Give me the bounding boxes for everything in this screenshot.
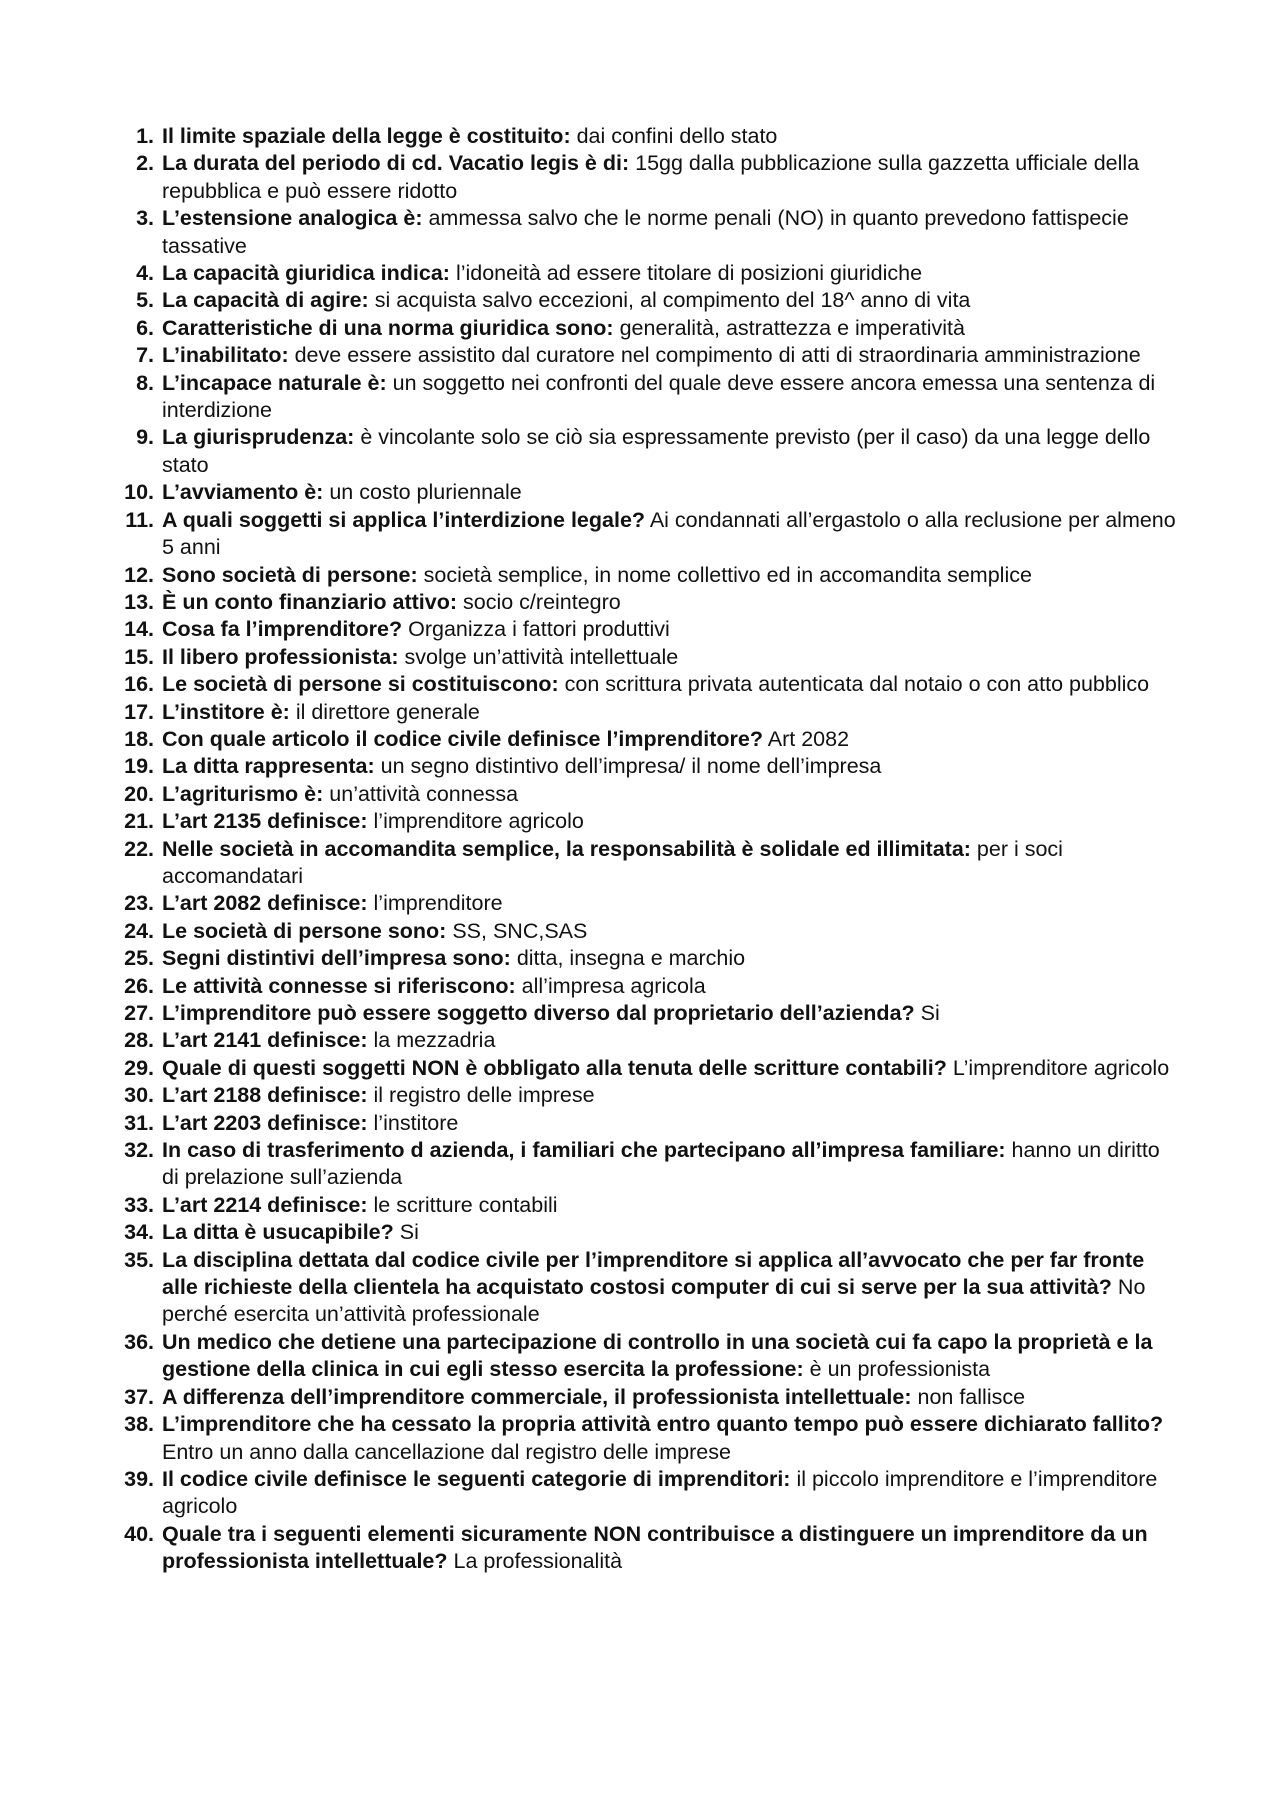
item-number: 30. [124,1083,154,1108]
qa-item [120,1521,1180,1576]
item-number: 26. [124,973,154,998]
item-number: 37. [124,1384,154,1409]
qa-item [120,562,1180,589]
answer-text: svolge un’attività intellettuale [404,644,679,669]
item-number: 12. [124,562,154,587]
answer-text: con scrittura privata autenticata dal notaio o con atto pubblico [564,672,1150,697]
qa-item [120,644,1180,671]
item-number: 4. [136,261,154,286]
answer-text: un segno distintivo dell’impresa/ il nome dell’impresa [380,754,882,779]
answer-text: L’imprenditore agricolo [952,1055,1170,1080]
answer-text: per i soci accomandatari [162,836,1063,888]
qa-item [120,973,1180,1000]
question-text: A differenza dell’imprenditore commerciale, il professionista intellettuale: [162,1384,912,1409]
item-number: 13. [124,589,154,614]
item-number: 29. [124,1055,154,1080]
answer-text: hanno un diritto di prelazione sull’azienda [162,1138,1160,1190]
question-text: La capacità giuridica indica: [162,261,450,286]
qa-item [120,753,1180,780]
question-text: Le società di persone sono: [162,918,447,943]
item-number: 20. [124,781,154,806]
item-number: 8. [136,370,154,395]
item-number: 22. [124,836,154,861]
item-number: 11. [125,507,154,532]
answer-text: il piccolo imprenditore e l’imprenditore agricolo [162,1466,1158,1519]
question-text: L’agriturismo è: [162,781,324,806]
answer-text: l’institore [373,1110,459,1135]
answer-text: un’attività connessa [329,781,519,806]
answer-text: un costo pluriennale [329,480,522,505]
question-text: L’art 2141 definisce: [162,1028,368,1053]
answer-text: 15gg dalla pubblicazione sulla gazzetta ufficiale della repubblica e può essere ridotto [162,151,1140,203]
question-text: È un conto finanziario attivo: [162,589,458,614]
answer-text: l’imprenditore [373,891,503,916]
question-text: L’art 2082 definisce: [162,891,368,916]
qa-item [120,1466,1180,1521]
item-number: 14. [124,617,154,642]
qa-item [120,726,1180,753]
item-number: 18. [124,726,154,751]
answer-text: le scritture contabili [373,1192,558,1217]
answer-text: Ai condannati all’ergastolo o alla reclusione per almeno 5 anni [162,507,1176,560]
item-number: 25. [124,946,154,971]
item-number: 15. [124,644,154,669]
item-number: 27. [124,1001,154,1025]
qa-item [120,424,1180,479]
question-text: Segni distintivi dell’impresa sono: [162,946,511,971]
question-text: L’incapace naturale è: [162,370,387,395]
question-text: L’art 2135 definisce: [162,809,368,834]
question-text: La capacità di agire: [162,288,369,313]
question-text: Sono società di persone: [162,562,418,587]
answer-text: la mezzadria [373,1028,496,1053]
question-text: Quale di questi soggetti NON è obbligato alla tenuta delle scritture contabili? [162,1055,947,1080]
qa-item [120,589,1180,616]
item-number: 6. [136,315,154,340]
qa-item [120,836,1180,891]
item-number: 5. [136,288,154,313]
qa-item [120,315,1180,342]
qa-item [120,1411,1180,1466]
question-text: L’avviamento è: [162,480,324,505]
answer-text: il registro delle imprese [373,1083,595,1108]
answer-text: Art 2082 [767,726,850,751]
question-text: Le società di persone si costituiscono: [162,672,559,697]
question-text: L’art 2214 definisce: [162,1192,368,1217]
answer-text: Si [399,1220,419,1245]
question-text: La ditta è usucapibile? [162,1220,394,1245]
answer-text: La professionalità [453,1549,623,1574]
qa-item [120,1137,1180,1192]
question-text: L’inabilitato: [162,343,289,368]
question-text: Quale tra i seguenti elementi sicuramente NON contribuisce a distinguere un imprenditore da un professionista intellettuale? [162,1521,1148,1574]
question-text: L’art 2188 definisce: [162,1083,368,1108]
question-text: L’imprenditore può essere soggetto diverso dal proprietario dell’azienda? [162,1001,915,1025]
qa-item [120,1082,1180,1109]
qa-item [120,370,1180,425]
answer-text: l’imprenditore agricolo [373,809,584,834]
qa-item [120,808,1180,835]
question-text: La disciplina dettata dal codice civile per l’imprenditore si applica all’avvocato che per far fronte alle richieste della clientela ha acquistato costosi computer di cui si serve per la sua attività? [162,1247,1145,1300]
item-number: 39. [124,1466,154,1491]
qa-item [120,205,1180,260]
question-text: L’institore è: [162,699,290,724]
question-text: A quali soggetti si applica l’interdizione legale? [162,507,646,532]
item-number: 17. [124,699,154,724]
answer-text: società semplice, in nome collettivo ed in accomandita semplice [423,562,1032,587]
qa-item [120,1219,1180,1246]
question-text: Le attività connesse si riferiscono: [162,973,516,998]
qa-item [120,781,1180,808]
question-text: La giurisprudenza: [162,425,355,450]
answer-text: l’idoneità ad essere titolare di posizioni giuridiche [455,261,923,286]
qa-item [120,260,1180,287]
answer-text: Organizza i fattori produttivi [408,617,670,642]
question-text: L’imprenditore che ha cessato la propria attività entro quanto tempo può essere dichiarato fallito? [162,1412,1164,1437]
answer-text: generalità, astrattezza e imperatività [619,315,965,340]
item-number: 19. [124,754,154,779]
qa-item [120,287,1180,314]
question-text: Cosa fa l’imprenditore? [162,617,403,642]
answer-text: socio c/reintegro [463,589,621,614]
answer-text: ammessa salvo che le norme penali (NO) in quanto prevedono fattispecie tassative [162,206,1129,258]
qa-item [120,342,1180,369]
question-text: L’art 2203 definisce: [162,1110,368,1135]
answer-text: un soggetto nei confronti del quale deve essere ancora emessa una sentenza di interdizione [162,370,1156,423]
item-number: 16. [124,672,154,697]
answer-text: Si [920,1001,940,1025]
answer-text: il direttore generale [295,699,480,724]
item-number: 7. [136,343,154,368]
qa-item [120,1329,1180,1384]
item-number: 21. [124,809,154,834]
question-text: Il codice civile definisce le seguenti categorie di imprenditori: [162,1466,791,1491]
answer-text: Entro un anno dalla cancellazione dal registro delle imprese [162,1439,731,1464]
qa-list [120,123,1180,1576]
answer-text: si acquista salvo eccezioni, al compimento del 18^ anno di vita [374,288,971,313]
item-number: 34. [124,1220,154,1245]
answer-text: ditta, insegna e marchio [516,946,746,971]
qa-item [120,918,1180,945]
answer-text: No perché esercita un’attività professionale [162,1275,1146,1327]
qa-item [120,1000,1180,1027]
answer-text: non fallisce [917,1384,1026,1409]
item-number: 10. [124,480,154,505]
qa-item [120,1110,1180,1137]
answer-text: è vincolante solo se ciò sia espressamente previsto (per il caso) da una legge dello stato [162,425,1151,477]
answer-text: è un professionista [809,1357,991,1382]
qa-item [120,616,1180,643]
question-text: Nelle società in accomandita semplice, la responsabilità è solidale ed illimitata: [162,836,971,861]
qa-item [120,1247,1180,1329]
question-text: Caratteristiche di una norma giuridica sono: [162,315,614,340]
answer-text: dai confini dello stato [576,124,778,148]
item-number: 36. [124,1329,154,1354]
item-number: 24. [124,918,154,943]
answer-text: all’impresa agricola [521,973,706,998]
question-text: L’estensione analogica è: [162,206,423,231]
question-text: Il libero professionista: [162,644,399,669]
item-number: 28. [124,1028,154,1053]
item-number: 2. [136,151,154,176]
question-text: Il limite spaziale della legge è costituito: [162,124,571,148]
qa-item [120,479,1180,506]
question-text: In caso di trasferimento d azienda, i familiari che partecipano all’impresa familiare: [162,1138,1006,1163]
item-number: 35. [124,1247,154,1272]
question-text: La durata del periodo di cd. Vacatio legis è di: [162,151,630,176]
item-number: 1. [136,124,154,148]
item-number: 31. [124,1110,154,1135]
question-text: Un medico che detiene una partecipazione di controllo in una società cui fa capo la proprietà e la gestione della clinica in cui egli stesso esercita la professione: [162,1329,1153,1382]
qa-item [120,1384,1180,1411]
qa-item [120,1055,1180,1082]
question-text: Con quale articolo il codice civile definisce l’imprenditore? [162,726,763,751]
item-number: 40. [124,1521,154,1546]
qa-item [120,507,1180,562]
qa-item [120,945,1180,972]
qa-item [120,1192,1180,1219]
item-number: 3. [136,206,154,231]
item-number: 9. [136,425,154,450]
qa-item [120,890,1180,917]
qa-item [120,1027,1180,1054]
item-number: 38. [124,1412,154,1437]
answer-text: SS, SNC,SAS [452,918,588,943]
item-number: 32. [124,1138,154,1163]
qa-item [120,123,1180,150]
qa-item [120,671,1180,698]
question-text: La ditta rappresenta: [162,754,375,779]
qa-item [120,699,1180,726]
qa-item [120,150,1180,205]
answer-text: deve essere assistito dal curatore nel compimento di atti di straordinaria amministrazione [294,343,1141,368]
item-number: 23. [124,891,154,916]
item-number: 33. [124,1192,154,1217]
